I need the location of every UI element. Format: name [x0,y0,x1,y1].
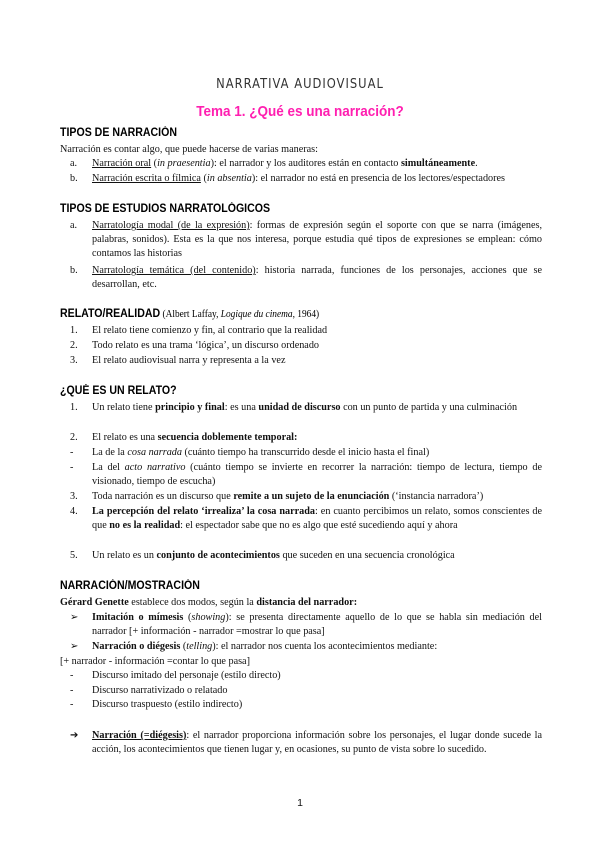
text: ( [180,641,187,652]
latin-term: in praesentia [157,158,211,169]
emphasis: simultáneamente [400,158,476,169]
emphasis: La percepción del relato ‘irrealiza’ la cosa narrada [92,506,316,517]
section-heading-estudios-narratologicos: TIPOS DE ESTUDIOS NARRATOLÓGICOS [60,203,271,215]
text: : historia narrada, funciones de los personajes, acciones que se desarrollan, etc. [92,265,542,290]
list-marker: - [70,462,74,473]
list-item [70,549,542,563]
text: que suceden en una secuencia cronológica [279,550,455,561]
list-item [70,157,542,171]
text: Toda narración es un discurso que [92,491,234,502]
text: La de la [92,447,128,458]
list-marker: 2. [70,432,78,443]
list-item [70,401,542,415]
section-heading-que-es-relato: ¿QUÉ ES UN RELATO? [60,385,177,397]
text: La del [92,462,125,473]
citation [160,309,319,320]
emphasis: no es la realidad [109,520,181,531]
term: Narración oral [92,158,152,169]
arrow-right-icon: ➔ [70,730,79,741]
list-marker: 1. [70,402,78,413]
list-marker: b. [70,173,78,184]
italic-term: telling [186,641,213,652]
section-heading-narracion-mostracion: NARRACIÓN/MOSTRACIÓN [60,580,200,592]
list-marker: 4. [70,506,78,517]
list-marker: b. [70,265,78,276]
section-intro: Narración es contar algo, que puede hacerse de varias maneras: [60,144,318,155]
list-item [70,698,542,712]
italic-term: acto narrativo [124,462,186,473]
list-marker: 3. [70,491,78,502]
emphasis: distancia del narrador: [256,597,358,608]
list-item [70,431,542,445]
text: ( [151,158,158,169]
text: Todo relato es una trama ‘lógica’, un discurso ordenado [92,340,320,351]
text: Un relato es un [92,550,157,561]
list-marker: 2. [70,340,78,351]
emphasis: unidad de discurso [258,402,341,413]
text: Discurso narrativizado o relatado [92,685,228,696]
text: , 1964) [292,309,320,320]
text: El relato tiene comienzo y fin, al contrario que la realidad [92,325,328,336]
text: ): se presenta directamente aquello de lo que se habla sin mediación del narrador [+ información - narrador =mostrar lo que pasa] [92,612,542,637]
text: (cuánto tiempo ha transcurrido desde el inicio hasta el final) [181,447,430,458]
emphasis: Narración o diégesis [92,641,181,652]
list-item [70,264,542,292]
arrow-bullet-icon: ➢ [70,641,79,652]
text: ( [200,173,207,184]
text: : el espectador sabe que no es algo que esté sucediendo aquí y ahora [180,520,458,531]
author-name: Gérard Genette [60,597,129,608]
text: (‘instancia narradora’) [389,491,484,502]
list-item [70,324,542,338]
list-item [70,446,542,460]
list-item [70,339,542,353]
text: : formas de expresión según el soporte con que se narra (imágenes, palabras, sonidos). Esta es la que nos interesa, porque estudia qué tipos de expresiones se emplean: cómo contamos las historias [92,220,542,259]
list-item [70,505,542,533]
italic-term: cosa narrada [127,447,182,458]
topic-title: Tema 1. ¿Qué es una narración? [196,103,404,120]
text: ): el narrador y los auditores están en contacto [210,158,401,169]
list-item [70,729,542,757]
list-item [70,219,542,261]
list-item [70,684,542,698]
list-item [70,669,542,683]
text: : en cuanto percibimos un relato, somos conscientes de que [92,506,542,531]
emphasis: Narración (=diégesis) [92,730,187,741]
emphasis: Imitación o mímesis [92,612,184,623]
list-item [70,490,542,504]
text: : es una [224,402,259,413]
list-item [70,640,542,654]
list-item [70,354,542,368]
arrow-bullet-icon: ➢ [70,612,79,623]
heading-text: RELATO/REALIDAD [60,308,161,320]
list-marker: a. [70,158,78,169]
text: establece dos modos, según la [128,597,257,608]
cited-work: Logique du cinema [220,309,293,320]
text: ): el narrador no está en presencia de los lectores/espectadores [251,173,506,184]
list-marker: a. [70,220,78,231]
term: Narración escrita o fílmica [92,173,201,184]
term: Narratología temática (del contenido) [92,265,256,276]
text: (Albert Laffay, [160,309,221,320]
emphasis: secuencia doblemente temporal: [157,432,298,443]
text: El relato audiovisual narra y representa a la vez [92,355,286,366]
emphasis: conjunto de acontecimientos [156,550,280,561]
text: ): el narrador nos cuenta los acontecimientos mediante: [212,641,438,652]
list-marker: - [70,447,74,458]
text: ( [183,612,192,623]
list-marker: - [70,699,74,710]
emphasis: remite a un sujeto de la enunciación [233,491,390,502]
text: Un relato tiene [92,402,156,413]
emphasis: principio y final [155,402,225,413]
section-intro [60,596,357,609]
text: : el narrador proporciona información sobre los personajes, el lugar donde sucede la acción, los acontecimientos que tienen lugar y, en ocasiones, su punto de vista sobre lo sucedido. [92,730,542,755]
text: Discurso traspuesto (estilo indirecto) [92,699,243,710]
section-heading-relato-realidad [60,308,319,320]
text: Discurso imitado del personaje (estilo directo) [92,670,281,681]
list-marker: 5. [70,550,78,561]
course-title: NARRATIVA AUDIOVISUAL [216,76,384,92]
text: con un punto de partida y una culminación [340,402,518,413]
latin-term: in absentia [206,173,252,184]
text: . [475,158,478,169]
list-marker: 1. [70,325,78,336]
list-marker: 3. [70,355,78,366]
section-heading-tipos-narracion: TIPOS DE NARRACIÓN [60,127,177,139]
list-item [70,611,542,639]
list-item [70,461,542,489]
italic-term: showing [191,612,226,623]
list-item [70,172,552,186]
list-marker: - [70,685,74,696]
term: Narratología modal (de la expresión) [92,220,250,231]
text: (cuánto tiempo se invierte en recorrer la narración: tiempo de lectura, tiempo de visionado, tiempo de escucha) [92,462,542,487]
note-line: [+ narrador - información =contar lo que pasa] [60,656,250,667]
page-number: 1 [297,797,303,809]
text: El relato es una [92,432,158,443]
list-marker: - [70,670,74,681]
